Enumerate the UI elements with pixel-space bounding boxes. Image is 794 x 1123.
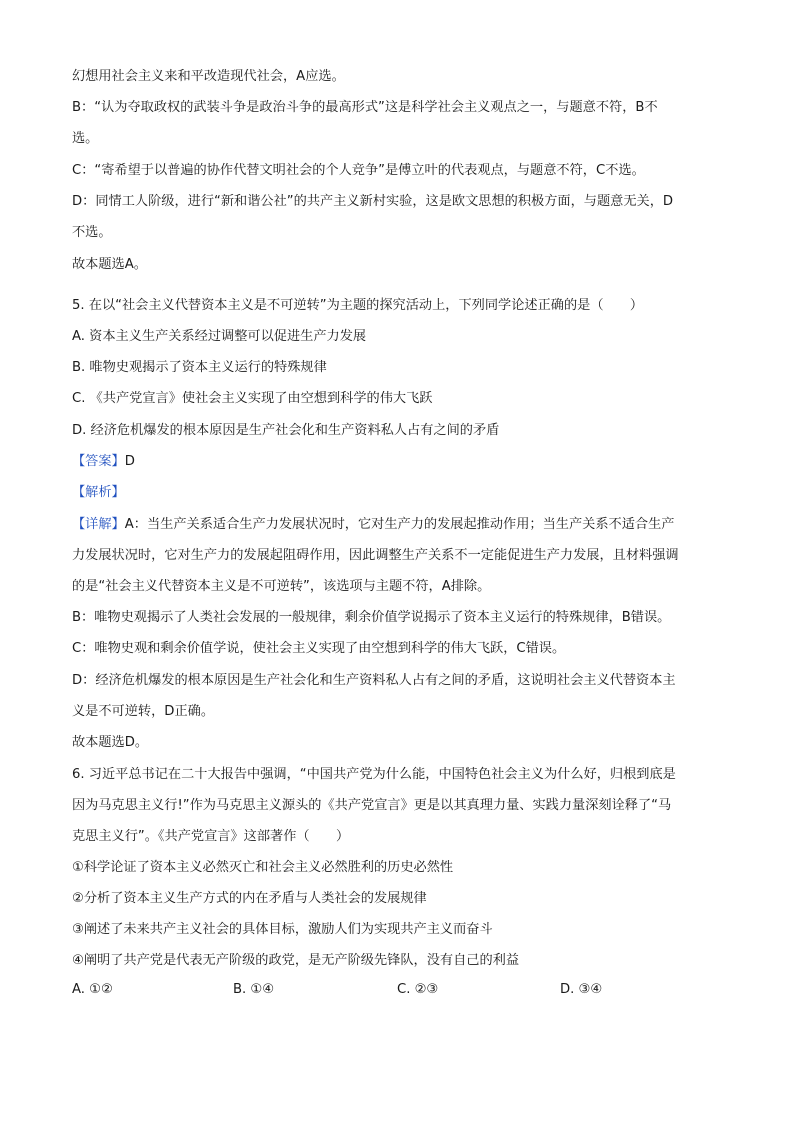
detail-text: 义是不可逆转，D正确。 [72,704,215,719]
option-d: D. 经济危机爆发的根本原因是生产社会化和生产资料私人占有之间的矛盾 [72,423,500,438]
question-6-stem: 6. 习近平总书记在二十大报告中强调，“中国共产党为什么能，中国特色社会主义为什么好，归根到底是 [72,767,676,782]
answer-line [72,453,732,471]
option-b: B. 唯物史观揭示了资本主义运行的特殊规律 [72,360,327,375]
detail-text: D：经济危机爆发的根本原因是生产社会化和生产资料私人占有之间的矛盾，这说明社会主义代替资本主 [72,673,676,688]
detail-text: 力发展状况时，它对生产力的发展起阻碍作用，因此调整生产关系不一定能促进生产力发展，且材料强调 [72,548,679,563]
option-a: A. 资本主义生产关系经过调整可以促进生产力发展 [72,329,367,344]
detail-tag: 【详解】 [72,517,125,532]
text-line: 幻想用社会主义来和平改造现代社会，A应选。 [72,69,345,84]
detail-text: C：唯物史观和剩余价值学说，使社会主义实现了由空想到科学的伟大飞跃，C错误。 [72,641,566,656]
text-line: 故本题选A。 [72,257,147,272]
question-6-stem: 因为马克思主义行!”作为马克思主义源头的《共产党宣言》更是以其真理力量、实践力量深刻诠释了“马 [72,798,672,813]
option-a: A. ①② [72,982,113,997]
text-line: B：“认为夺取政权的武装斗争是政治斗争的最高形式”这是科学社会主义观点之一，与题意不符，B不 [72,100,658,115]
question-6-options [72,982,732,1000]
detail-text: 故本题选D。 [72,735,149,750]
text-line: C：“寄希望于以普遍的协作代替文明社会的个人竞争”是傅立叶的代表观点，与题意不符，C不选。 [72,163,645,178]
answer-tag: 【答案】 [72,454,125,469]
analysis-line [72,484,732,502]
question-5-stem: 5. 在以“社会主义代替资本主义是不可逆转”为主题的探究活动上，下列同学论述正确的是（ ） [72,298,644,313]
detail-text: 的是“社会主义代替资本主义是不可逆转”，该选项与主题不符，A排除。 [72,579,491,594]
statement-3: ③阐述了未来共产主义社会的具体目标，激励人们为实现共产主义而奋斗 [72,922,493,937]
statement-1: ①科学论证了资本主义必然灭亡和社会主义必然胜利的历史必然性 [72,860,454,875]
text-line: 选。 [72,131,99,146]
detail-line [72,516,732,534]
option-b: B. ①④ [233,982,275,997]
text-line: D：同情工人阶级，进行“新和谐公社”的共产主义新村实验，这是欧文思想的积极方面，与题意无关，D [72,194,674,209]
question-6-stem: 克思主义行”。《共产党宣言》这部著作（ ） [72,829,350,844]
option-c: C. 《共产党宣言》使社会主义实现了由空想到科学的伟大飞跃 [72,391,433,406]
answer-value: D [124,454,135,469]
option-d: D. ③④ [560,982,603,997]
detail-text: A：当生产关系适合生产力发展状况时，它对生产力的发展起推动作用；当生产关系不适合生产 [124,517,675,532]
text-line: 不选。 [72,225,112,240]
option-c: C. ②③ [397,982,439,997]
statement-2: ②分析了资本主义生产方式的内在矛盾与人类社会的发展规律 [72,891,427,906]
detail-text: B：唯物史观揭示了人类社会发展的一般规律，剩余价值学说揭示了资本主义运行的特殊规律，B错误。 [72,610,671,625]
statement-4: ④阐明了共产党是代表无产阶级的政党，是无产阶级先锋队，没有自己的利益 [72,953,520,968]
analysis-tag: 【解析】 [72,485,125,500]
